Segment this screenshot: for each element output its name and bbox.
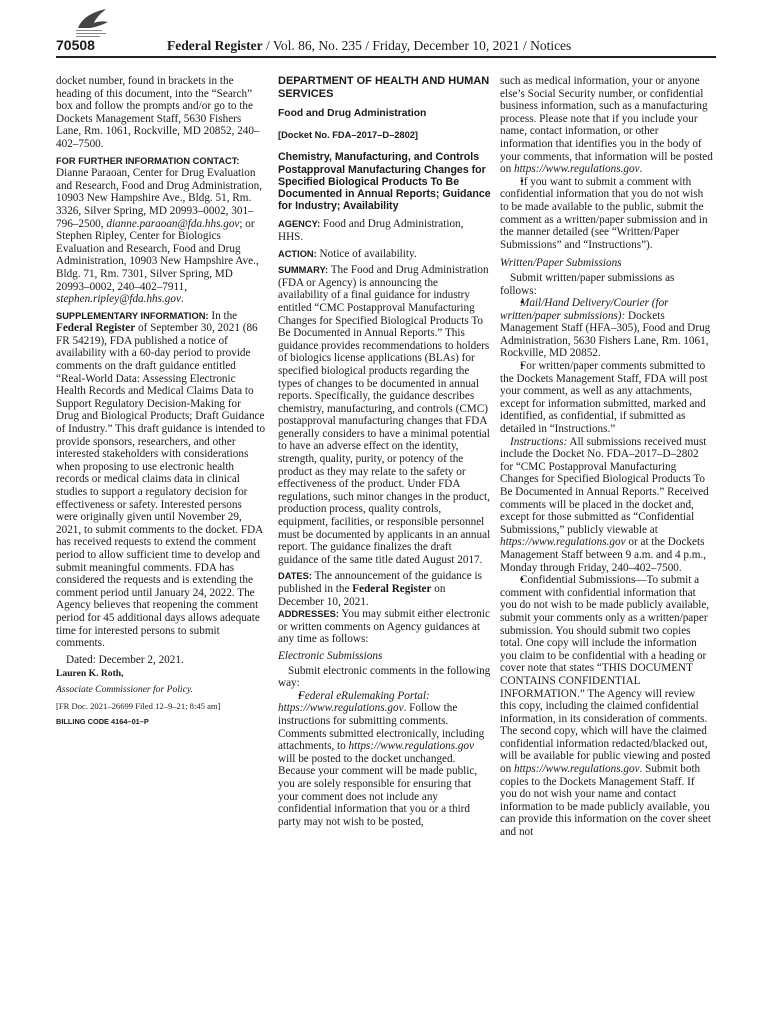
agency-line: AGENCY: Food and Drug Administration, HHS. bbox=[278, 218, 464, 243]
confidential-submissions-bullet: • Confidential Submissions—To submit a comment with confidential information that you do not wish to be made publicly available, submit your comments only as a written/paper submission. You should submit two copies total. One copy will include the information you claim to be confidential with a heading or cover note that states “THIS DOCUMENT CONTAINS CONFIDENTIAL INFORMATION.” The Agency will review this copy, including the claimed confidential information, in its consideration of comments. The second copy, which will have the claimed confidential information redacted/blacked out, will be available for public viewing and posted on https://www.regulations.gov. Submit both copies to the Dockets Management Staff. If you do not wish your name and contact information to be made publicly available, you can provide this information on the cover sheet and not bbox=[500, 574, 713, 838]
gpo-eagle-icon bbox=[72, 6, 112, 40]
contact-email-2: stephen.ripley@fda.hhs.gov bbox=[56, 293, 181, 306]
fr-doc-line: [FR Doc. 2021–26699 Filed 12–9–21; 8:45 am] bbox=[56, 700, 221, 711]
electronic-intro: Submit electronic comments in the following way: bbox=[278, 664, 491, 690]
agency-heading: Food and Drug Administration bbox=[278, 108, 427, 120]
document-title: Chemistry, Manufacturing, and Controls Postapproval Manufacturing Changes for Specified Biological Products To Be Documented in Annual Reports; Guidance for Industry; Availability bbox=[278, 151, 491, 213]
issue-details: / Vol. 86, No. 235 / Friday, December 10, 2021 / Notices bbox=[262, 38, 572, 53]
supplementary-label: SUPPLEMENTARY INFORMATION: bbox=[56, 310, 209, 321]
supplementary-section: SUPPLEMENTARY INFORMATION: In the Federal Register of September 30, 2021 (86 FR 54219), FDA published a notice of availability with a 60-day period to provide comments on the draft guidance entitled “Real-World Data: Assessing Electronic Health Records and Medical Claims Data to Support Regulatory Decision-Making for Drug and Biological Products; Draft Guidance of Industry.” This draft guidance is intended to provide sponsors, researchers, and other interested stakeholders with considerations when proposing to use electronic health records or medical claims data in clinical studies to support a regulatory decision for effectiveness or safety. Interested persons were originally given until November 29, 2021, to submit comments to the docket. FDA has received requests to extend the comment period to allow sufficient time to develop and submit meaningful comments. FDA has considered the requests and is extending the comment period until January 24, 2022. The Agency believes that reopening the comment period for 45 additional days allows adequate time for interested persons to submit comments. bbox=[56, 309, 266, 650]
contact-label: FOR FURTHER INFORMATION CONTACT: bbox=[56, 155, 240, 166]
written-submissions-heading: Written/Paper Submissions bbox=[500, 257, 622, 270]
dates-section: DATES: The announcement of the guidance is published in the Federal Register on December 10, 2021. bbox=[278, 570, 482, 608]
column-1 bbox=[56, 75, 266, 729]
publication-name: Federal Register bbox=[167, 38, 263, 53]
column-3 bbox=[500, 75, 713, 839]
regulations-link[interactable]: https://www.regulations.gov bbox=[513, 763, 640, 776]
electronic-submissions-heading: Electronic Submissions bbox=[278, 649, 383, 662]
mail-bullet: • Mail/Hand Delivery/Courier (for written/paper submissions): Dockets Management Staff (HFA–305), Food and Drug Administration, 5630 Fishers Lane, Rm. 1061, Rockville, MD 20852. bbox=[500, 297, 713, 360]
billing-code: BILLING CODE 4164–01–P bbox=[56, 717, 149, 727]
intro-paragraph: docket number, found in brackets in the heading of this document, into the “Search” box and follow the prompts and/or go to the Dockets Management Staff, 5630 Fishers Lane, Rm. 1061, Rockville, MD 20852, 240–402–7500. bbox=[56, 75, 260, 150]
contact-email-1: dianne.paraoan@fda.hhs.gov bbox=[106, 217, 240, 230]
page-header bbox=[56, 38, 716, 58]
regulations-link[interactable]: https://www.regulations.gov bbox=[348, 740, 475, 753]
action-line: ACTION: Notice of availability. bbox=[278, 247, 417, 260]
running-head bbox=[167, 38, 571, 54]
signer-title: Associate Commissioner for Policy. bbox=[56, 683, 193, 695]
paper-comments-bullet: • For written/paper comments submitted to the Dockets Management Staff, FDA will post your comment, as well as any attachments, except for information submitted, marked and identified, as confidential, if submitted as detailed in “Instructions.” bbox=[500, 360, 713, 436]
confidential-bullet: • If you want to submit a comment with confidential information that you do not wish to be made available to the public, submit the comment as a written/paper submission and in the manner detailed (see “Written/Paper Submissions” and “Instructions”). bbox=[500, 176, 713, 252]
regulations-link[interactable]: https://www.regulations.gov bbox=[513, 163, 640, 176]
docket-number: [Docket No. FDA–2017–D–2802] bbox=[278, 129, 419, 140]
column-2 bbox=[278, 75, 491, 828]
department-heading: DEPARTMENT OF HEALTH AND HUMAN SERVICES bbox=[278, 75, 490, 100]
addresses-section: ADDRESSES: You may submit either electronic or written comments on Agency guidances at any time as follows: bbox=[278, 608, 490, 646]
instructions-paragraph: Instructions: All submissions received must include the Docket No. FDA–2017–D–2802 for “CMC Postapproval Manufacturing Changes for Specified Biological Products To Be Documented in Annual Reports.” Received comments will be placed in the docket and, except for those submitted as “Confidential Submissions,” publicly viewable at https://www.regulations.gov or at the Dockets Management Staff between 9 a.m. and 4 p.m., Monday through Friday, 240–402–7500. bbox=[500, 435, 709, 574]
written-intro: Submit written/paper submissions as follows: bbox=[500, 271, 675, 297]
dated-line: Dated: December 2, 2021. bbox=[66, 653, 184, 666]
contact-section: FOR FURTHER INFORMATION CONTACT: Dianne Paraoan, Center for Drug Evaluation and Research, Food and Drug Administration, 10903 New Hampshire Ave., Bldg. 51, Rm. 3326, Silver Spring, MD 20993–0002, 301–796–2500, dianne.paraoan@fda.hhs.gov; or Stephen Ripley, Center for Biologics Evaluation and Research, Food and Drug Administration, 10903 New Hampshire Ave., Bldg. 71, Rm. 7301, Silver Spring, MD 20993–0002, 240–402–7911, stephen.ripley@fda.hhs.gov. bbox=[56, 155, 263, 306]
signer-name: Lauren K. Roth, bbox=[56, 668, 124, 680]
continued-paragraph: such as medical information, your or anyone else’s Social Security number, or confidential business information, such as a manufacturing process. Please note that if you include your name, contact information, or other information that identifies you in the body of your comments, that information will be posted on https://www.regulations.gov. bbox=[500, 75, 713, 176]
regulations-link[interactable]: https://www.regulations.gov bbox=[500, 536, 626, 549]
page-number: 70508 bbox=[56, 37, 95, 53]
summary-section: SUMMARY: The Food and Drug Administration (FDA or Agency) is announcing the availability of a final guidance for industry entitled “CMC Postapproval Manufacturing Changes for Specified Biological Products To Be Documented in Annual Reports.” This guidance provides recommendations to holders of biologics license applications (BLAs) for specified biological products regarding the types of changes to be documented in annual reports. Specifically, the guidance describes chemistry, manufacturing, and controls (CMC) postapproval manufacturing changes that FDA generally considers to have a minimal potential to have an adverse effect on the identity, strength, quality, purity, or potency of the product as they may relate to the safety or effectiveness of the product. Under FDA regulations, such minor changes in the product, production process, quality controls, equipment, facilities, or responsible personnel must be documented by applicants in an annual report. The guidance finalizes the draft guidance of the same title dated August 2017. bbox=[278, 264, 491, 566]
erulemaking-bullet: • Federal eRulemaking Portal: https://www.regulations.gov. Follow the instructions for submitting comments. Comments submitted electronically, including attachments, to https://www.regulations.gov will be posted to the docket unchanged. Because your comment will be made public, you are solely responsible for ensuring that your comment does not include any confidential information that you or a third party may not wish to be posted, bbox=[278, 690, 491, 829]
